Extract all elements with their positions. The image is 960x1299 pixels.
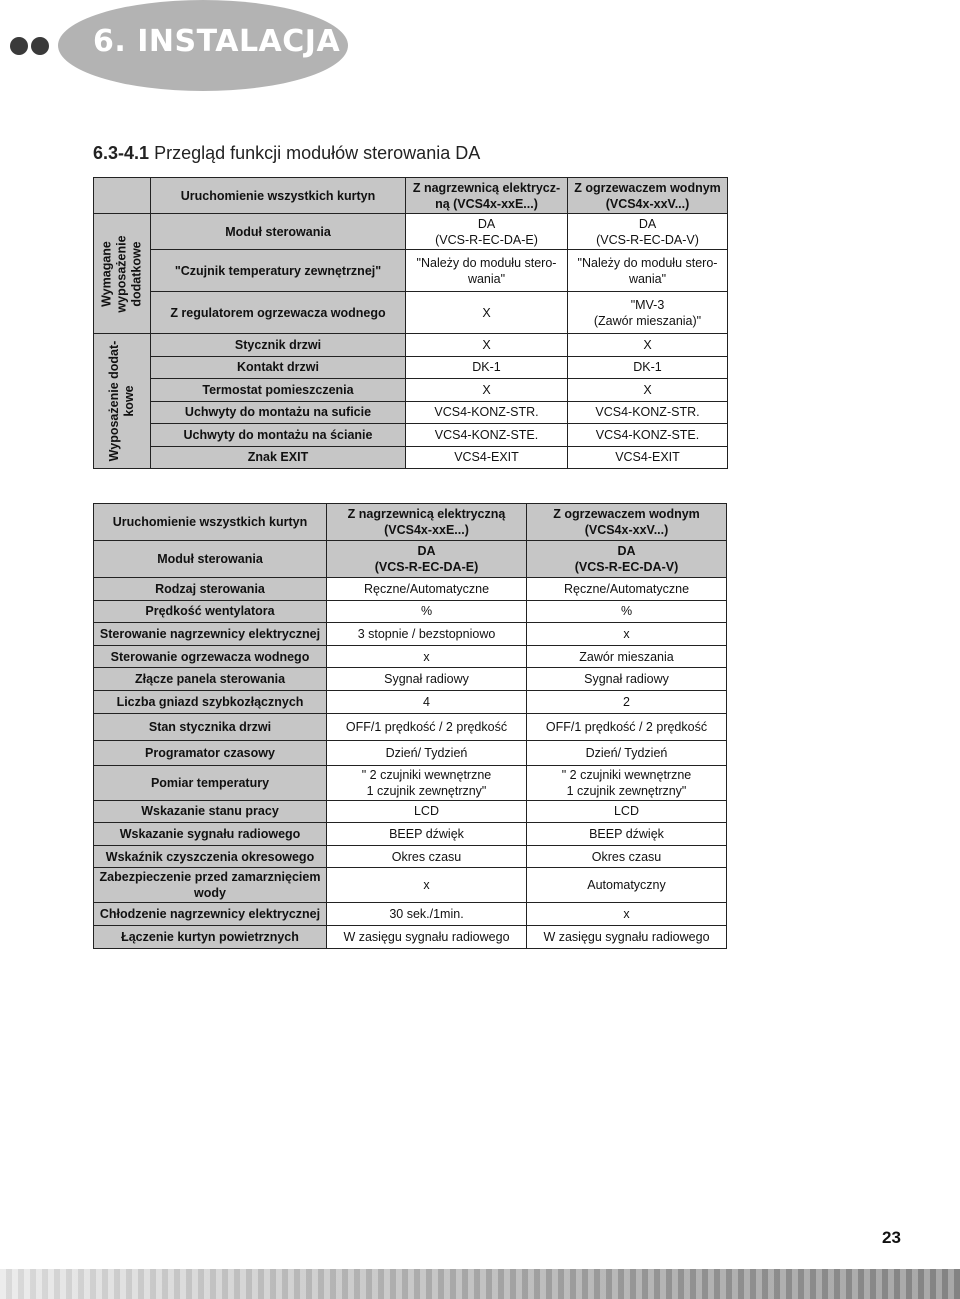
row-value-electric-line: 1 czujnik zewnętrzny" (366, 783, 487, 798)
table-row (94, 740, 727, 765)
row-label (94, 925, 327, 948)
row-value-electric (327, 800, 527, 823)
row-value-water-line: wania" (628, 271, 667, 286)
row-value-water-line: % (620, 604, 633, 619)
table-row (94, 446, 728, 469)
table-row (94, 845, 727, 868)
row-label-line: Wskazanie stanu pracy (141, 804, 279, 819)
row-value-water (527, 713, 727, 740)
row-value-water-line: Sygnał radiowy (584, 672, 669, 687)
row-value-water: X (568, 334, 728, 357)
header-electric (327, 504, 527, 541)
section-number: 6.3-4.1 (93, 143, 150, 163)
row-value-water (527, 903, 727, 926)
row-value-water-line: BEEP dźwięk (589, 826, 664, 841)
row-value-electric-line: Dzień/ Tydzień (385, 745, 468, 760)
row-value-water-line: DA (638, 216, 657, 231)
row-value-electric-line: Ręczne/Automatyczne (363, 581, 490, 596)
row-value-electric (327, 623, 527, 646)
row-value-water (527, 845, 727, 868)
row-label (94, 765, 327, 800)
row-label (94, 578, 327, 601)
row-value-water (527, 690, 727, 713)
row-value-electric: X (406, 379, 568, 402)
row-value-electric (327, 845, 527, 868)
row-value-water-line: Okres czasu (591, 849, 662, 864)
row-value-electric-line: 3 stopnie / bezstopniowo (357, 626, 496, 641)
functions-table (93, 503, 727, 949)
row-value-electric-line: x (423, 649, 430, 664)
row-value-water: VCS4-EXIT (568, 446, 728, 469)
row-label-line: Sterowanie ogrzewacza wodnego (110, 649, 310, 664)
row-value-electric (327, 868, 527, 903)
row-label (94, 600, 327, 623)
header-electric-line: Z nagrzewnicą elektrycz- (412, 180, 561, 195)
table-row (94, 292, 728, 334)
module-electric-line: (VCS-R-EC-DA-E) (374, 560, 479, 574)
row-value-water-line: (VCS-R-EC-DA-V) (596, 232, 699, 247)
header-label: Uruchomienie wszystkich kurtyn (94, 504, 327, 541)
row-label: Z regulatorem ogrzewacza wodnego (151, 292, 406, 334)
row-value-water (527, 668, 727, 691)
row-value-electric (327, 823, 527, 846)
row-value-electric-line: (VCS-R-EC-DA-E) (435, 232, 538, 247)
row-value-electric-line: DA (477, 216, 496, 231)
module-electric (327, 541, 527, 578)
table-row (94, 868, 727, 903)
row-value-electric: VCS4-KONZ-STR. (406, 401, 568, 424)
header-electric-line: ną (VCS4x-xxE...) (435, 196, 538, 211)
table-row (94, 713, 727, 740)
table-row (94, 690, 727, 713)
table-row (94, 401, 728, 424)
row-label-line: Wskazanie sygnału radiowego (119, 826, 301, 841)
row-label (94, 868, 327, 903)
row-label (94, 845, 327, 868)
row-value-water-line: LCD (613, 804, 639, 819)
row-value-electric-line: % (420, 604, 433, 619)
chapter-title: 6. INSTALACJA (93, 24, 341, 59)
row-value-electric (406, 214, 568, 250)
row-value-water (568, 250, 728, 292)
row-value-water (527, 645, 727, 668)
row-value-water: DK-1 (568, 356, 728, 379)
module-water-line: (VCS-R-EC-DA-V) (574, 560, 679, 574)
row-value-electric-line: LCD (413, 804, 439, 819)
row-value-electric-line: x (423, 878, 430, 893)
section-title-text: Przegląd funkcji modułów sterowania DA (154, 143, 481, 163)
row-value-water-line: x (623, 626, 630, 641)
table-row (94, 765, 727, 800)
footer-band (0, 1269, 960, 1299)
row-value-electric: X (406, 334, 568, 357)
row-value-water-line: Zawór mieszania (579, 649, 674, 664)
table-row (94, 541, 727, 578)
row-value-water-line: (Zawór mieszania)" (593, 313, 702, 328)
row-label: Uchwyty do montażu na suficie (151, 401, 406, 424)
row-label-line: Prędkość wentylatora (145, 604, 275, 619)
row-value-water (527, 823, 727, 846)
row-label-line: Zabezpieczenie przed zamarznięciem (99, 870, 321, 885)
row-value-electric-line: X (482, 305, 491, 320)
row-value-electric: VCS4-KONZ-STE. (406, 424, 568, 447)
module-water (527, 541, 727, 578)
group-required (94, 214, 151, 334)
row-value-electric (327, 903, 527, 926)
table-row (94, 424, 728, 447)
accessories-table (93, 177, 728, 469)
table-row (94, 504, 727, 541)
row-value-electric-line: BEEP dźwięk (389, 826, 464, 841)
row-value-water-line: Ręczne/Automatyczne (563, 581, 690, 596)
header-water-line: Z ogrzewaczem wodnym (574, 180, 721, 195)
row-label-line: Programator czasowy (145, 745, 275, 760)
row-value-water (527, 740, 727, 765)
table-row (94, 925, 727, 948)
row-label: Uchwyty do montażu na ścianie (151, 424, 406, 447)
row-value-water-line: "MV-3 (630, 297, 665, 312)
page-number: 23 (882, 1228, 901, 1247)
row-value-water-line: "Należy do modułu stero- (577, 255, 718, 270)
row-value-electric-line: OFF/1 prędkość / 2 prędkość (345, 719, 508, 734)
row-label (94, 690, 327, 713)
row-value-electric: DK-1 (406, 356, 568, 379)
row-label (94, 645, 327, 668)
row-label-line: Rodzaj sterowania (155, 581, 265, 596)
row-value-water-line: W zasięgu sygnału radiowego (543, 929, 710, 944)
row-value-electric-line: "Należy do modułu stero- (416, 255, 557, 270)
row-value-water (527, 868, 727, 903)
row-label-line: Sterowanie nagrzewnicy elektrycznej (99, 626, 321, 641)
table-row (94, 645, 727, 668)
row-label-line: wody (194, 886, 226, 901)
row-label: Termostat pomieszczenia (151, 379, 406, 402)
row-label (94, 800, 327, 823)
table-row (94, 334, 728, 357)
row-value-electric (327, 645, 527, 668)
row-value-water-line: Dzień/ Tydzień (585, 745, 668, 760)
row-label (94, 668, 327, 691)
header-water (568, 178, 728, 214)
row-value-water (527, 578, 727, 601)
row-value-electric-line: 30 sek./1min. (389, 907, 464, 922)
row-value-electric (327, 578, 527, 601)
row-label: Kontakt drzwi (151, 356, 406, 379)
row-value-water-line: x (623, 907, 630, 922)
module-electric-line: DA (417, 544, 436, 558)
row-value-electric-line: W zasięgu sygnału radiowego (343, 929, 510, 944)
header-water-line: (VCS4x-xxV...) (605, 196, 690, 211)
row-value-electric: VCS4-EXIT (406, 446, 568, 469)
row-value-electric (327, 668, 527, 691)
header-electric-line: (VCS4x-xxE...) (384, 523, 469, 537)
row-value-electric-line: " 2 czujniki wewnętrzne (361, 767, 492, 782)
header-electric-line: Z nagrzewnicą elektryczną (347, 507, 506, 521)
row-value-water: VCS4-KONZ-STR. (568, 401, 728, 424)
group-optional-line: Wyposażenie dodat- (107, 340, 121, 462)
row-value-electric (327, 740, 527, 765)
row-value-electric (406, 250, 568, 292)
header-electric (406, 178, 568, 214)
row-value-electric (327, 690, 527, 713)
table-row (94, 214, 728, 250)
row-value-water: X (568, 379, 728, 402)
table-row (94, 623, 727, 646)
row-value-electric-line: wania" (467, 271, 506, 286)
row-value-electric (327, 600, 527, 623)
table-row (94, 903, 727, 926)
corner-cell (94, 178, 151, 214)
row-value-water (527, 765, 727, 800)
group-required-line: Wymagane (99, 240, 114, 307)
group-optional (94, 334, 151, 469)
row-value-water: VCS4-KONZ-STE. (568, 424, 728, 447)
row-value-water-line: 2 (623, 694, 630, 709)
table-row (94, 600, 727, 623)
row-label: "Czujnik temperatury zewnętrznej" (151, 250, 406, 292)
row-value-electric (327, 925, 527, 948)
bullet-dot-2 (31, 37, 49, 55)
header-water (527, 504, 727, 541)
table-row (94, 356, 728, 379)
row-value-electric-line: Okres czasu (391, 849, 462, 864)
row-label-line: Złącze panela sterowania (134, 672, 286, 687)
row-label-line: Łączenie kurtyn powietrznych (121, 929, 299, 944)
row-label-line: Wskaźnik czyszczenia okresowego (105, 849, 315, 864)
module-water-line: DA (617, 544, 636, 558)
row-value-water-line: Automatyczny (587, 878, 666, 893)
module-label: Moduł sterowania (94, 541, 327, 578)
group-required-line: dodatkowe (129, 240, 144, 307)
row-label (94, 823, 327, 846)
row-label: Znak EXIT (151, 446, 406, 469)
row-value-water (568, 292, 728, 334)
group-optional-line: kowe (122, 385, 136, 417)
row-value-water (568, 214, 728, 250)
bullet-dot-1 (10, 37, 28, 55)
row-label-line: Pomiar temperatury (150, 775, 270, 790)
row-value-electric-line: Sygnał radiowy (384, 672, 469, 687)
row-label (94, 903, 327, 926)
row-value-water (527, 600, 727, 623)
row-value-water (527, 623, 727, 646)
row-value-electric (406, 292, 568, 334)
table-row (94, 578, 727, 601)
row-label (94, 623, 327, 646)
row-value-electric (327, 713, 527, 740)
section-title (93, 143, 480, 164)
table-row (94, 250, 728, 292)
row-label (94, 740, 327, 765)
table-row (94, 800, 727, 823)
row-label-line: Stan stycznika drzwi (148, 719, 272, 734)
row-value-water (527, 925, 727, 948)
table-row (94, 379, 728, 402)
row-label (94, 713, 327, 740)
row-value-water (527, 800, 727, 823)
header-water-line: (VCS4x-xxV...) (584, 523, 669, 537)
table-row (94, 823, 727, 846)
row-value-electric (327, 765, 527, 800)
row-label: Moduł sterowania (151, 214, 406, 250)
header-water-line: Z ogrzewaczem wodnym (553, 507, 700, 521)
row-value-water-line: OFF/1 prędkość / 2 prędkość (545, 719, 708, 734)
header-label: Uruchomienie wszystkich kurtyn (151, 178, 406, 214)
row-value-water-line: 1 czujnik zewnętrzny" (566, 783, 687, 798)
group-required-line: wyposażenie (114, 234, 129, 313)
row-value-water-line: " 2 czujniki wewnętrzne (561, 767, 692, 782)
table-row (94, 668, 727, 691)
row-label-line: Liczba gniazd szybkozłącznych (116, 694, 304, 709)
row-label-line: Chłodzenie nagrzewnicy elektrycznej (99, 907, 321, 922)
table-row (94, 178, 728, 214)
row-label: Stycznik drzwi (151, 334, 406, 357)
row-value-electric-line: 4 (423, 694, 430, 709)
